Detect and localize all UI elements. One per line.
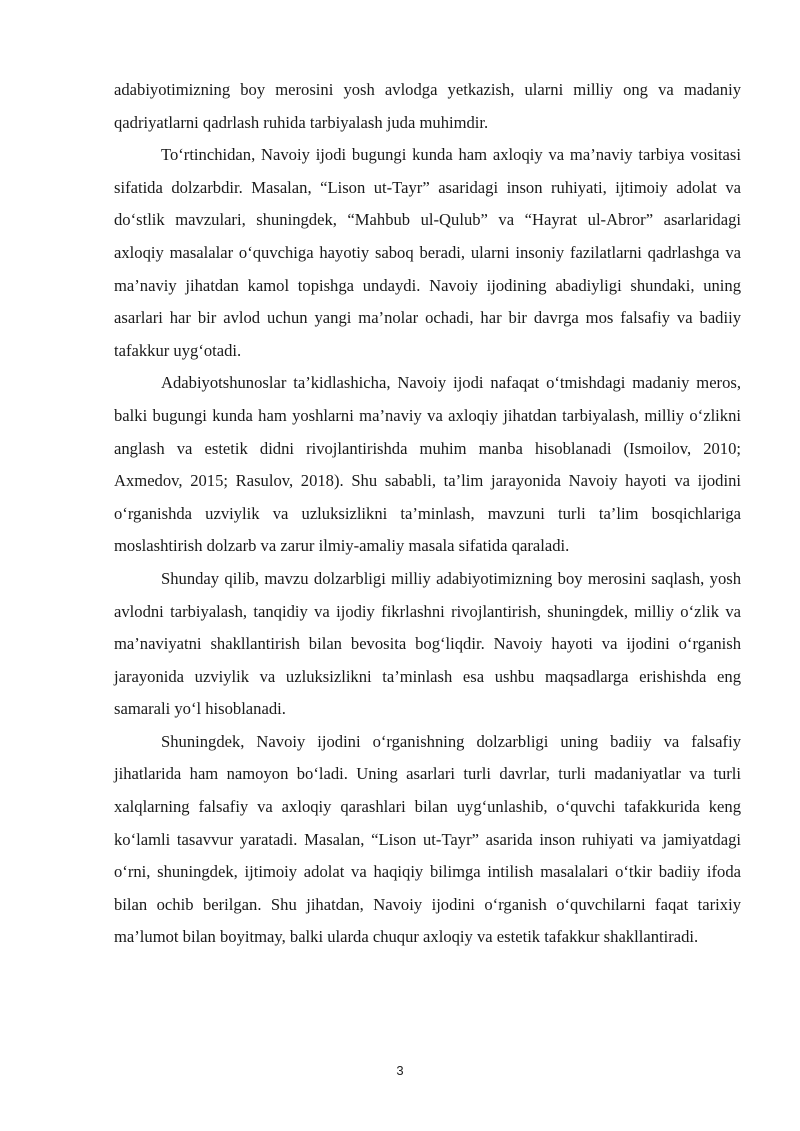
paragraph-conclusion: Shunday qilib, mavzu dolzarbligi milliy adabiyotimizning boy merosini saqlash, yosh avlodni tarbiyalash, tanqidiy va ijodiy fikrlashni rivojlantirish, shuningdek, milliy o‘zlik va ma’naviyatni shakllantirish bilan bevosita bog‘liqdir. Navoiy hayoti va ijodini o‘rganish jarayonida uzviylik va uzluksizlikni ta’minlash esa ushbu maqsadlarga erishishda eng samarali yo‘l hisoblanadi.	[114, 568, 741, 719]
paragraph-fourth-point: To‘rtinchidan, Navoiy ijodi bugungi kunda ham axloqiy va ma’naviy tarbiya vositasi sifatida dolzarbdir. Masalan, “Lison ut-Tayr” asaridagi inson ruhiyati, ijtimoiy adolat va do‘stlik mavzulari, shuningdek, “Mahbub ul-Qulub” va “Hayrat ul-Abror” asarlaridagi axloqiy masalalar o‘quvchiga hayotiy saboq beradi, ularni insoniy fazilatlarni qadrlashga va ma’naviy jihatdan kamol topishga undaydi. Navoiy ijodining abadiyligi shundaki, uning asarlari har bir avlod uchun yangi ma’nolar ochadi, har bir davrga mos falsafiy va badiiy tafakkur uyg‘otadi.	[114, 145, 741, 360]
paragraph-continuation: adabiyotimizning boy merosini yosh avlodga yetkazish, ularni milliy ong va madaniy qadriyatlarni qadrlash ruhida tarbiyalash juda muhimdir.	[114, 80, 741, 132]
paragraph-literary-scholars: Adabiyotshunoslar ta’kidlashicha, Navoiy ijodi nafaqat o‘tmishdagi madaniy meros, balki bugungi kunda ham yoshlarni ma’naviy va axloqiy jihatdan tarbiyalash, milliy o‘zlikni anglash va estetik didni rivojlantirishda muhim manba hisoblanadi (Ismoilov, 2010; Axmedov, 2015; Rasulov, 2018). Shu sababli, ta’lim jarayonida Navoiy hayoti va ijodini o‘rganishda uzviylik va uzluksizlikni ta’minlash, mavzuni turli ta’lim bosqichlariga moslashtirish dolzarb va zarur ilmiy-amaliy masala sifatida qaraladi.	[114, 373, 741, 556]
paragraph-philosophical-aspects: Shuningdek, Navoiy ijodini o‘rganishning dolzarbligi uning badiiy va falsafiy jihatlarida ham namoyon bo‘ladi. Uning asarlari turli davrlar, turli madaniyatlar va turli xalqlarning falsafiy va axloqiy qarashlari bilan uyg‘unlashib, o‘quvchi tafakkurida keng ko‘lamli tasavvur yaratadi. Masalan, “Lison ut-Tayr” asarida inson ruhiyati va jamiyatdagi o‘rni, shuningdek, ijtimoiy adolat va haqiqiy bilimga intilish masalalari o‘tkir badiiy ifoda bilan ochib berilgan. Shu jihatdan, Navoiy ijodini o‘rganish o‘quvchilarni faqat tarixiy ma’lumot bilan boyitmay, balki ularda chuqur axloqiy va estetik tafakkur shakllantiradi.	[114, 731, 741, 947]
body-text	[114, 74, 741, 954]
page-number: 3	[396, 1063, 404, 1078]
